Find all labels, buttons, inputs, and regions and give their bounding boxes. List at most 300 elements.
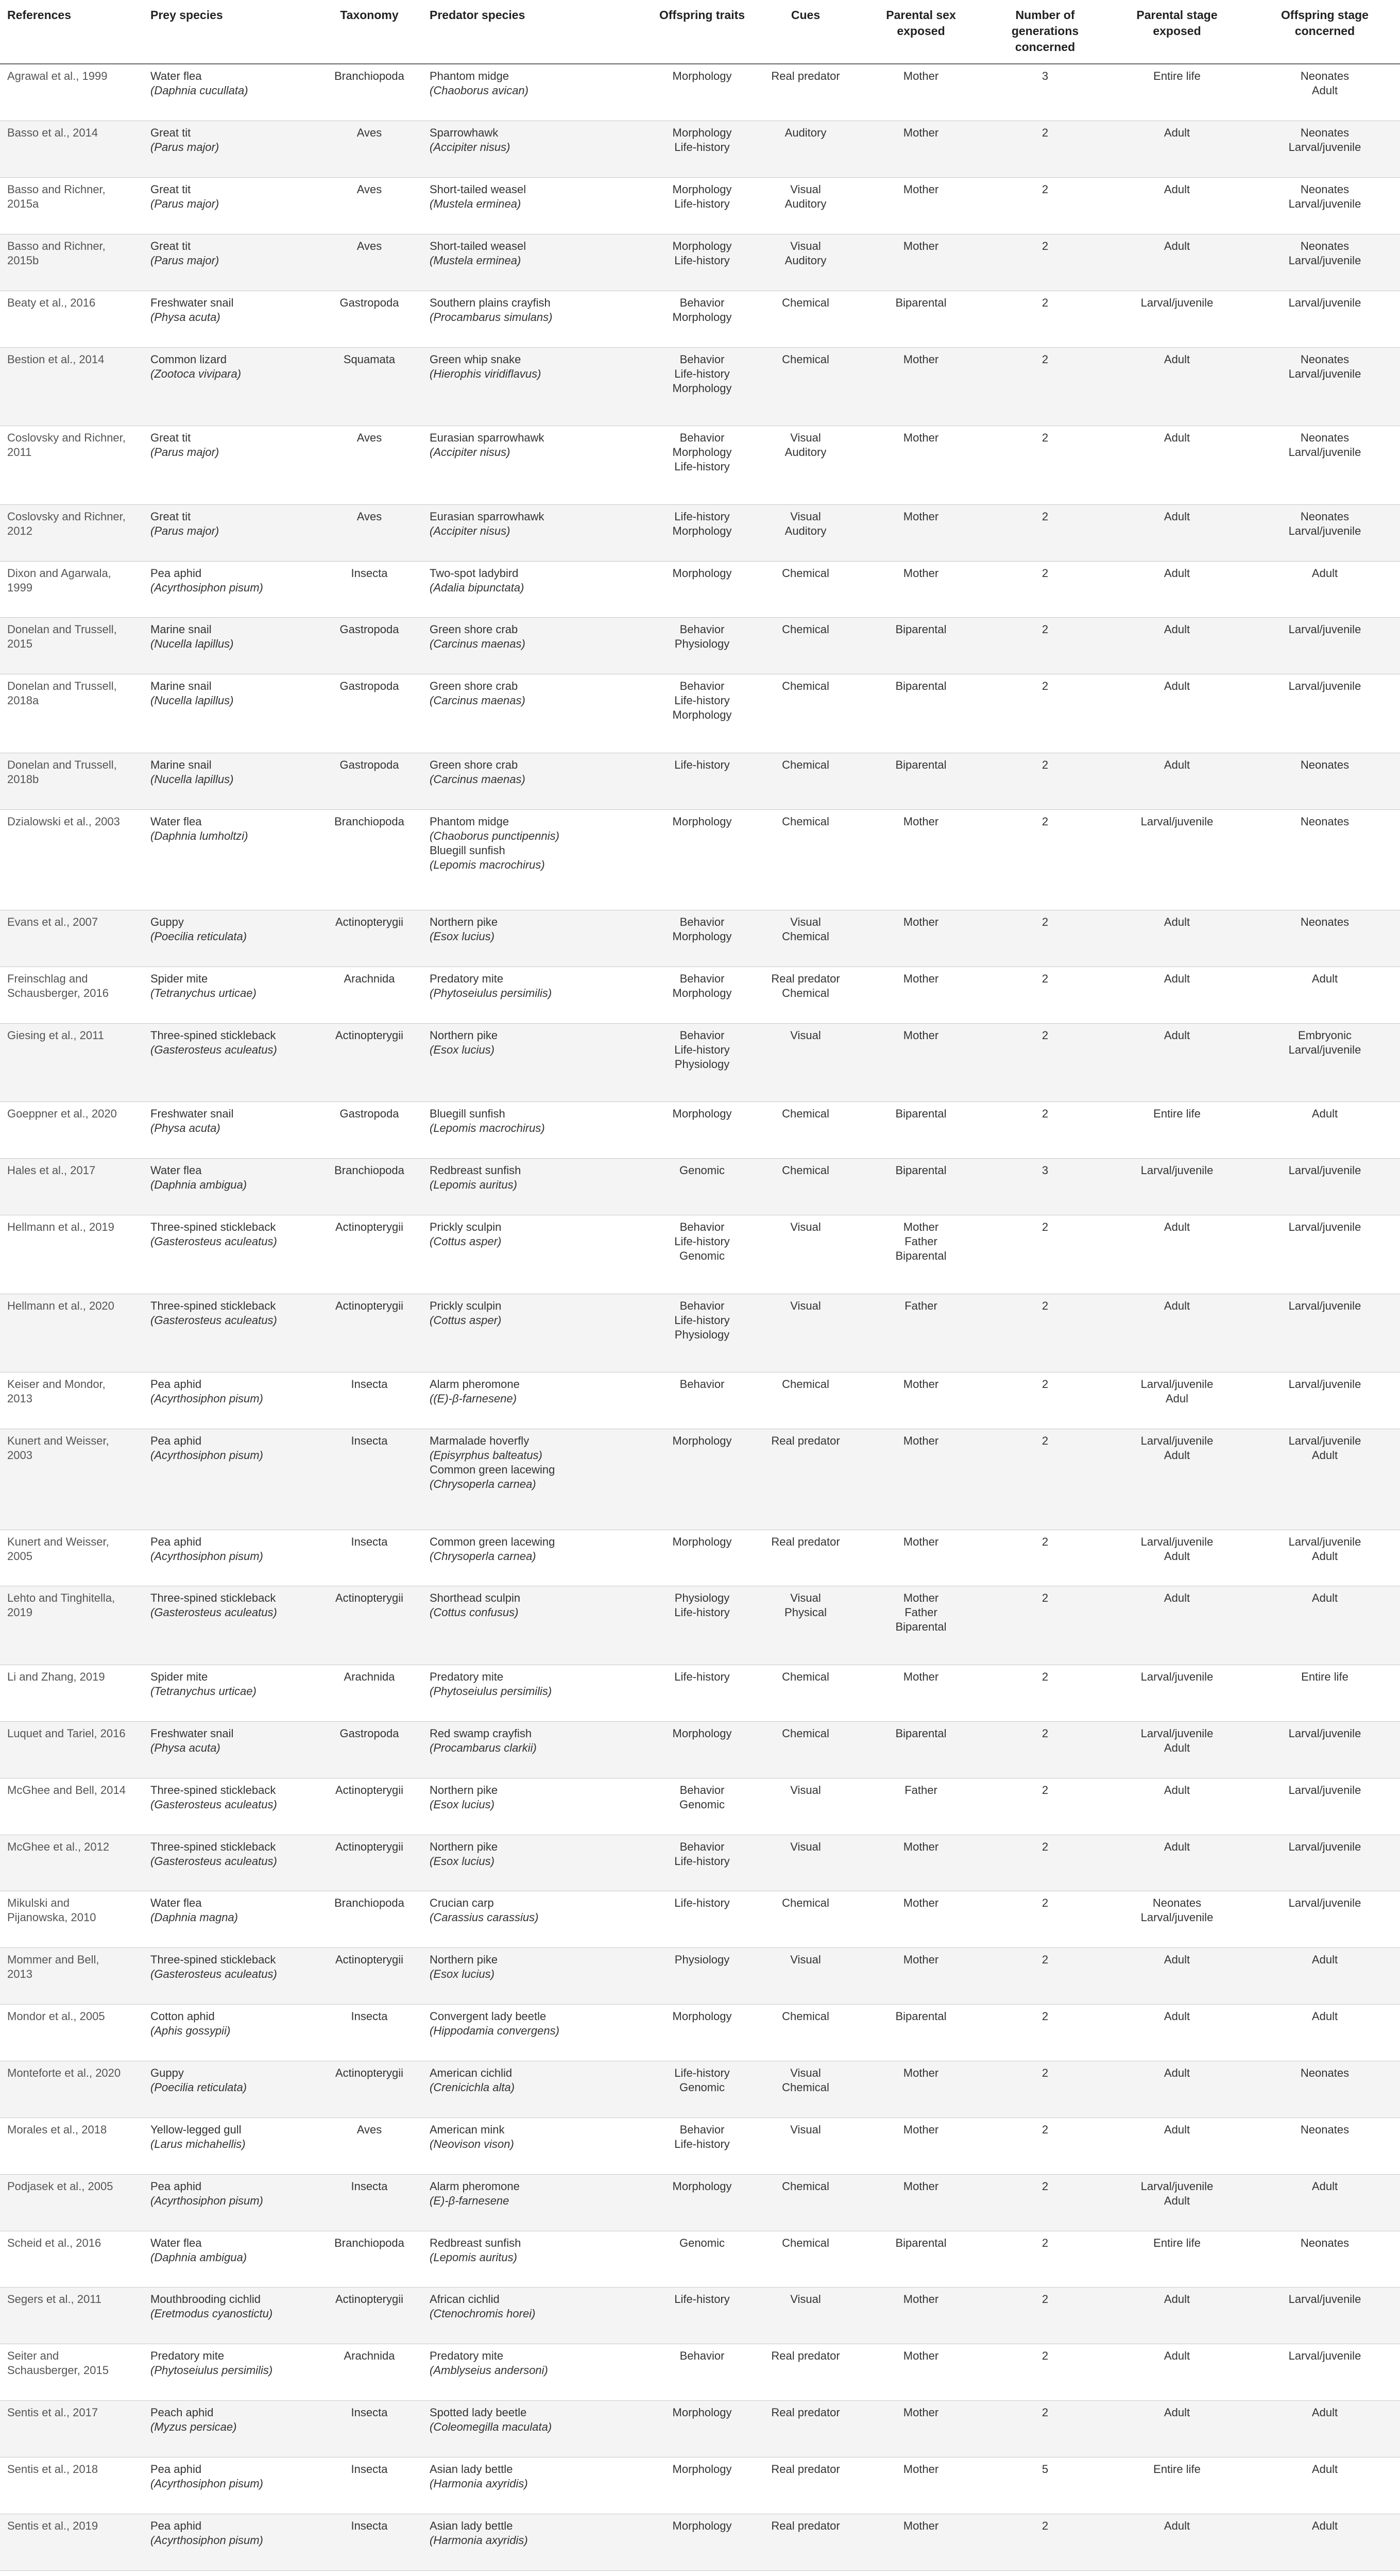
cell-taxonomy: Aves (316, 504, 422, 561)
cell-line: (Gasterosteus aculeatus) (150, 1606, 277, 1619)
cell-line: 2003 (7, 1449, 32, 1462)
cell-predator-species (422, 2061, 649, 2117)
cell-line: (Poecilia reticulata) (150, 930, 247, 943)
cell-prey-species (143, 1215, 316, 1294)
cell-predator-species (422, 2287, 649, 2344)
cell-predator-species (422, 64, 649, 121)
cell-line: Chemical (782, 1107, 829, 1121)
cell-line: Neonates (1300, 815, 1350, 828)
cell-line: Pea aphid (150, 2179, 202, 2193)
cell-line: Behavior (679, 1028, 725, 1042)
cell-line: (Esox lucius) (430, 1854, 494, 1868)
table-row (0, 1215, 1400, 1294)
cell-line: Phantom midge (430, 815, 509, 828)
cell-line: Predatory mite (150, 2349, 225, 2363)
cell-parental-stage-exposed (1104, 1215, 1250, 1294)
cell-prey-species (143, 234, 316, 291)
cell-reference (0, 2514, 143, 2570)
cell-line: Adult (1164, 352, 1190, 366)
cell-parental-stage-exposed (1104, 1778, 1250, 1835)
cell-number-of-generations: 2 (986, 2231, 1104, 2287)
table-row (0, 234, 1400, 291)
cell-line: Larval/juvenile (1288, 1434, 1361, 1448)
cell-line: Freshwater snail (150, 296, 234, 309)
cell-line: Behavior (679, 1378, 725, 1391)
cell-line: Life-history (674, 2137, 730, 2150)
cell-line: (Acyrthosiphon pisum) (150, 1392, 263, 1405)
cell-line: Behavior (679, 296, 725, 309)
cell-line: Life-history (674, 1313, 730, 1327)
cell-line: Schausberger, 2015 (7, 2364, 109, 2377)
cell-offspring-traits (649, 1948, 755, 2005)
cell-number-of-generations: 2 (986, 234, 1104, 291)
cell-line: (Carassius carassius) (430, 1911, 539, 1924)
cell-line: Kunert and Weisser, (7, 1434, 109, 1448)
cell-parental-sex-exposed (856, 1372, 986, 1429)
cell-line: (Acyrthosiphon pisum) (150, 1549, 263, 1563)
cell-parental-sex-exposed (856, 121, 986, 178)
cell-line: Physiology (674, 1057, 730, 1071)
cell-line: Adult (1164, 916, 1190, 929)
cell-line: Visual (790, 431, 821, 445)
cell-offspring-traits (649, 1159, 755, 1215)
cell-cues (755, 2117, 856, 2174)
cell-line: Adult (1164, 1221, 1190, 1234)
cell-reference (0, 291, 143, 347)
cell-line: Adult (1164, 680, 1190, 693)
cell-reference (0, 2231, 143, 2287)
cell-offspring-traits (649, 2458, 755, 2514)
cell-line: (Lepomis macrochirus) (430, 858, 545, 871)
cell-parental-sex-exposed (856, 618, 986, 674)
cell-cues (755, 1023, 856, 1102)
cell-line: Adult (1164, 1549, 1190, 1563)
cell-cues (755, 618, 856, 674)
cell-predator-species (422, 910, 649, 967)
cell-line: Hellmann et al., 2020 (7, 1299, 114, 1312)
cell-line: Larval/juvenile (1288, 623, 1361, 636)
cell-line: (Physa acuta) (150, 1122, 220, 1135)
cell-prey-species (143, 2514, 316, 2570)
cell-line: Chemical (782, 2080, 829, 2094)
header-row (0, 0, 1400, 64)
cell-line: Mother (903, 1670, 939, 1683)
cell-reference (0, 967, 143, 1023)
cell-line: Northern pike (430, 1783, 498, 1797)
cell-offspring-stage-concerned (1250, 177, 1400, 234)
cell-offspring-traits (649, 967, 755, 1023)
cell-taxonomy: Insecta (316, 1530, 422, 1586)
cell-line: Entire life (1153, 2236, 1201, 2249)
cell-line: Life-history (674, 1896, 730, 1910)
cell-cues (755, 1586, 856, 1665)
cell-line: Adult (1164, 2066, 1190, 2079)
cell-line: Visual (790, 1299, 821, 1312)
table-row (0, 618, 1400, 674)
cell-line: Adult (1164, 2519, 1190, 2532)
cell-taxonomy: Actinopterygii (316, 2287, 422, 2344)
cell-line: Adult (1164, 2194, 1190, 2207)
cell-line: Pea aphid (150, 1378, 202, 1391)
cell-line: Auditory (784, 253, 827, 267)
cell-line: Marine snail (150, 623, 212, 636)
cell-line: Pea aphid (150, 566, 202, 580)
cell-line: Pijanowska, 2010 (7, 1911, 96, 1924)
cell-number-of-generations: 2 (986, 910, 1104, 967)
cell-line: Three-spined stickleback (150, 1840, 276, 1853)
cell-number-of-generations: 2 (986, 618, 1104, 674)
cell-line: Mondor et al., 2005 (7, 2010, 105, 2023)
cell-line: Morphology (672, 70, 732, 82)
cell-line: Life-history (674, 510, 730, 523)
cell-line: Larval/juvenile (1288, 1896, 1361, 1910)
cell-line: Pea aphid (150, 2519, 202, 2532)
table-row (0, 2061, 1400, 2117)
cell-line: Neonates (1300, 70, 1350, 82)
cell-number-of-generations: 2 (986, 2005, 1104, 2061)
cell-predator-species (422, 1102, 649, 1159)
cell-line: Chemical (782, 623, 829, 636)
cell-taxonomy: Insecta (316, 561, 422, 618)
cell-line: Larval/juvenile (1288, 680, 1361, 693)
cell-line: Adult (1311, 1953, 1338, 1967)
cell-offspring-traits (649, 1102, 755, 1159)
cell-offspring-stage-concerned (1250, 2005, 1400, 2061)
cell-number-of-generations: 2 (986, 121, 1104, 178)
cell-line: Neonates (1152, 1896, 1202, 1910)
cell-number-of-generations: 2 (986, 1215, 1104, 1294)
cell-line: (Acyrthosiphon pisum) (150, 1449, 263, 1462)
cell-line: Adult (1311, 2463, 1338, 2476)
cell-line: Mother (903, 2406, 939, 2419)
cell-prey-species (143, 1429, 316, 1530)
cell-parental-stage-exposed (1104, 753, 1250, 809)
cell-number-of-generations: 2 (986, 753, 1104, 809)
cell-line: Behavior (679, 352, 725, 366)
cell-taxonomy: Aves (316, 121, 422, 178)
cell-prey-species (143, 618, 316, 674)
cell-line: (Harmonia axyridis) (430, 2533, 528, 2547)
cell-line: (Mustela erminea) (430, 253, 521, 267)
cell-line: (Procambarus simulans) (430, 310, 553, 324)
cell-line: Morphology (672, 126, 732, 140)
cell-parental-stage-exposed (1104, 674, 1250, 753)
cell-line: Coslovsky and Richner, (7, 431, 126, 445)
cell-line: Chemical (782, 1726, 829, 1740)
cell-parental-sex-exposed (856, 1586, 986, 1665)
cell-line: Larval/juvenile (1140, 1434, 1214, 1448)
cell-line: Podjasek et al., 2005 (7, 2179, 113, 2193)
cell-reference (0, 2174, 143, 2231)
cell-line: Larval/juvenile (1140, 296, 1214, 309)
cell-line: Alarm pheromone (430, 2179, 520, 2193)
cell-line: Asian lady bettle (430, 2519, 513, 2532)
cell-number-of-generations: 2 (986, 1586, 1104, 1665)
cell-offspring-stage-concerned (1250, 1023, 1400, 1102)
cell-prey-species (143, 1721, 316, 1778)
cell-line: Adult (1164, 126, 1190, 140)
cell-line: Chemical (782, 296, 829, 309)
cell-line: (Esox lucius) (430, 930, 494, 943)
cell-line: Visual (790, 1028, 821, 1042)
table-row (0, 1159, 1400, 1215)
cell-taxonomy: Gastropoda (316, 1102, 422, 1159)
cell-offspring-traits (649, 2061, 755, 2117)
cell-line: Auditory (784, 126, 827, 140)
cell-line: Visual (790, 510, 821, 523)
cell-line: 2018b (7, 772, 39, 786)
cell-offspring-traits (649, 426, 755, 505)
cell-line: Donelan and Trussell, (7, 758, 117, 771)
cell-number-of-generations: 2 (986, 291, 1104, 347)
cell-predator-species (422, 1948, 649, 2005)
cell-offspring-traits (649, 1429, 755, 1530)
cell-reference (0, 2287, 143, 2344)
cell-offspring-traits (649, 1586, 755, 1665)
cell-line: Bluegill sunfish (430, 843, 505, 857)
cell-reference (0, 561, 143, 618)
cell-reference (0, 2344, 143, 2401)
cell-line: (Cottus asper) (430, 1313, 502, 1327)
cell-line: Guppy (150, 916, 184, 929)
cell-parental-stage-exposed (1104, 2117, 1250, 2174)
cell-number-of-generations (986, 2570, 1104, 2576)
cell-line: Larval/juvenile (1288, 141, 1361, 154)
cell-line: (Procambarus clarkii) (430, 1741, 537, 1754)
cell-line: 2013 (7, 1392, 32, 1405)
cell-line: Pea aphid (150, 1535, 202, 1548)
cell-predator-species (422, 2570, 649, 2576)
cell-number-of-generations: 2 (986, 2514, 1104, 2570)
cell-line: Entire life (1301, 1670, 1348, 1683)
cell-prey-species (143, 753, 316, 809)
cell-line: Larval/juvenile (1140, 1670, 1214, 1683)
cell-line: 2018a (7, 694, 39, 707)
cell-offspring-traits (649, 504, 755, 561)
cell-line: Real predator (771, 70, 840, 82)
cell-prey-species (143, 504, 316, 561)
cell-line: Physical (784, 1606, 827, 1619)
cell-taxonomy: Arachnida (316, 1665, 422, 1721)
cell-line: (Tetranychus urticae) (150, 986, 257, 999)
cell-cues (755, 674, 856, 753)
cell-line: Behavior (679, 916, 725, 929)
cell-line: Donelan and Trussell, (7, 680, 117, 693)
cell-line: 1999 (7, 581, 32, 594)
cell-line: Schausberger, 2016 (7, 986, 109, 999)
cell-line: Life-history (674, 1670, 730, 1683)
cell-taxonomy: Actinopterygii (316, 1294, 422, 1372)
cell-line: Luquet and Tariel, 2016 (7, 1726, 126, 1740)
cell-predator-species (422, 809, 649, 910)
table-row (0, 347, 1400, 426)
cell-reference (0, 1215, 143, 1294)
cell-number-of-generations: 2 (986, 1891, 1104, 1948)
cell-line: Behavior (679, 680, 725, 693)
cell-line: Larval/juvenile (1288, 1221, 1361, 1234)
cell-predator-species (422, 2231, 649, 2287)
cell-offspring-stage-concerned (1250, 1530, 1400, 1586)
cell-line: Adult (1164, 431, 1190, 445)
cell-parental-sex-exposed (856, 1948, 986, 2005)
cell-line: Adult (1164, 1591, 1190, 1605)
cell-line: Physiology (674, 1328, 730, 1341)
cell-offspring-stage-concerned (1250, 291, 1400, 347)
cell-taxonomy: Insecta (316, 2514, 422, 2570)
cell-number-of-generations: 5 (986, 2458, 1104, 2514)
cell-parental-stage-exposed (1104, 2458, 1250, 2514)
cell-line: (Coleomegilla maculata) (430, 2420, 552, 2434)
cell-line: Larval/juvenile (1140, 1726, 1214, 1740)
cell-parental-sex-exposed (856, 1215, 986, 1294)
cell-line: Morphology (672, 2519, 732, 2532)
table-row (0, 2401, 1400, 2458)
cell-line: Morphology (672, 2179, 732, 2193)
cell-line: (Amblyseius andersoni) (430, 2364, 548, 2377)
cell-line: Mother (903, 2293, 939, 2306)
cell-number-of-generations: 2 (986, 1665, 1104, 1721)
cell-line: Chemical (782, 1378, 829, 1391)
cell-line: Neonates (1300, 916, 1350, 929)
cell-taxonomy: Branchiopoda (316, 1159, 422, 1215)
cell-line: Behavior (679, 1783, 725, 1797)
cell-parental-sex-exposed (856, 2231, 986, 2287)
cell-line: Larval/juvenile (1140, 815, 1214, 828)
cell-reference (0, 347, 143, 426)
cell-line: Adult (1164, 623, 1190, 636)
cell-taxonomy: Arachnida (316, 967, 422, 1023)
cell-parental-stage-exposed (1104, 1586, 1250, 1665)
cell-line: Adult (1164, 2010, 1190, 2023)
cell-parental-stage-exposed (1104, 1102, 1250, 1159)
cell-line: Adult (1311, 2519, 1338, 2532)
cell-line: Three-spined stickleback (150, 1783, 276, 1797)
cell-taxonomy: Gastropoda (316, 1721, 422, 1778)
cell-line: (Gasterosteus aculeatus) (150, 1968, 277, 1981)
cell-offspring-traits (649, 1721, 755, 1778)
cell-number-of-generations: 2 (986, 2174, 1104, 2231)
cell-offspring-traits (649, 2514, 755, 2570)
cell-line: Mother (903, 1953, 939, 1967)
cell-reference (0, 2117, 143, 2174)
cell-prey-species (143, 674, 316, 753)
cell-offspring-traits (649, 618, 755, 674)
cell-line: ((E)-β-farnesene) (430, 1392, 517, 1405)
cell-offspring-stage-concerned (1250, 2514, 1400, 2570)
cell-line: Agrawal et al., 1999 (7, 70, 108, 82)
cell-cues (755, 426, 856, 505)
cell-line: Pea aphid (150, 2463, 202, 2476)
table-row (0, 1023, 1400, 1102)
cell-line: (Carcinus maenas) (430, 694, 525, 707)
cell-offspring-traits (649, 753, 755, 809)
cell-prey-species (143, 1530, 316, 1586)
cell-line: Predatory mite (430, 972, 504, 985)
cell-taxonomy: Insecta (316, 2005, 422, 2061)
cell-prey-species (143, 1102, 316, 1159)
cell-line: Larval/juvenile (1288, 1299, 1361, 1312)
cell-prey-species (143, 426, 316, 505)
cell-predator-species (422, 561, 649, 618)
cell-line: Freshwater snail (150, 1726, 234, 1740)
cell-line: Common green lacewing (430, 1463, 555, 1477)
cell-parental-stage-exposed (1104, 291, 1250, 347)
cell-line: (Chaoborus punctipennis) (430, 829, 559, 842)
cell-cues (755, 1891, 856, 1948)
cell-predator-species (422, 1372, 649, 1429)
cell-line: Morphology (672, 930, 732, 943)
cell-line: (Acyrthosiphon pisum) (150, 2194, 263, 2207)
cell-line: Chemical (782, 2010, 829, 2023)
cell-line: Common lizard (150, 352, 227, 366)
cell-parental-sex-exposed (856, 347, 986, 426)
cell-line: Life-history (674, 2293, 730, 2306)
header-number-of-generations: Number of generations concerned (986, 0, 1104, 64)
cell-line: Morphology (672, 566, 732, 580)
cell-offspring-traits (649, 2117, 755, 2174)
cell-line: Mother (903, 239, 939, 252)
cell-line: Biparental (895, 623, 947, 636)
cell-predator-species (422, 2458, 649, 2514)
cell-cues (755, 1948, 856, 2005)
table-row (0, 1891, 1400, 1948)
cell-offspring-traits (649, 809, 755, 910)
cell-taxonomy: Branchiopoda (316, 809, 422, 910)
cell-parental-stage-exposed (1104, 809, 1250, 910)
table-row (0, 2174, 1400, 2231)
cell-reference (0, 1665, 143, 1721)
cell-cues (755, 2231, 856, 2287)
cell-line: Adult (1164, 239, 1190, 252)
cell-line: Mommer and Bell, (7, 1953, 99, 1967)
cell-predator-species (422, 1215, 649, 1294)
table-row (0, 1429, 1400, 1530)
cell-line: Mother (903, 1434, 939, 1448)
table-row (0, 291, 1400, 347)
cell-line: Neonates (1300, 2066, 1350, 2079)
cell-line: (Hippodamia convergens) (430, 2024, 559, 2038)
cell-line: (Nucella lapillus) (150, 772, 234, 786)
cell-cues (755, 1530, 856, 1586)
cell-line: (Daphnia cucullata) (150, 84, 248, 97)
cell-predator-species (422, 1586, 649, 1665)
cell-line: (Harmonia axyridis) (430, 2477, 528, 2490)
cell-line: Visual (790, 2123, 821, 2136)
cell-line: Prickly sculpin (430, 1299, 502, 1312)
cell-line: Mother (903, 815, 939, 828)
cell-line: Neonates (1300, 758, 1350, 771)
cell-number-of-generations: 3 (986, 64, 1104, 121)
cell-prey-species (143, 2287, 316, 2344)
cell-parental-sex-exposed (856, 1665, 986, 1721)
cell-prey-species (143, 2005, 316, 2061)
cell-line: Southern plains crayfish (430, 296, 551, 309)
cell-parental-sex-exposed (856, 1159, 986, 1215)
cell-offspring-traits (649, 674, 755, 753)
table-body (0, 64, 1400, 2576)
cell-line: Prickly sculpin (430, 1221, 502, 1234)
header-offspring-stage-concerned: Offspring stage concerned (1250, 0, 1400, 64)
cell-cues (755, 561, 856, 618)
cell-offspring-stage-concerned (1250, 1891, 1400, 1948)
cell-line: Adult (1164, 758, 1190, 771)
cell-line: (Phytoseiulus persimilis) (430, 1684, 552, 1698)
cell-line: (Carcinus maenas) (430, 772, 525, 786)
cell-line: Auditory (784, 446, 827, 459)
cell-line: (Eretmodus cyanostictu) (150, 2307, 273, 2320)
cell-line: Donelan and Trussell, (7, 623, 117, 636)
table-row (0, 1372, 1400, 1429)
